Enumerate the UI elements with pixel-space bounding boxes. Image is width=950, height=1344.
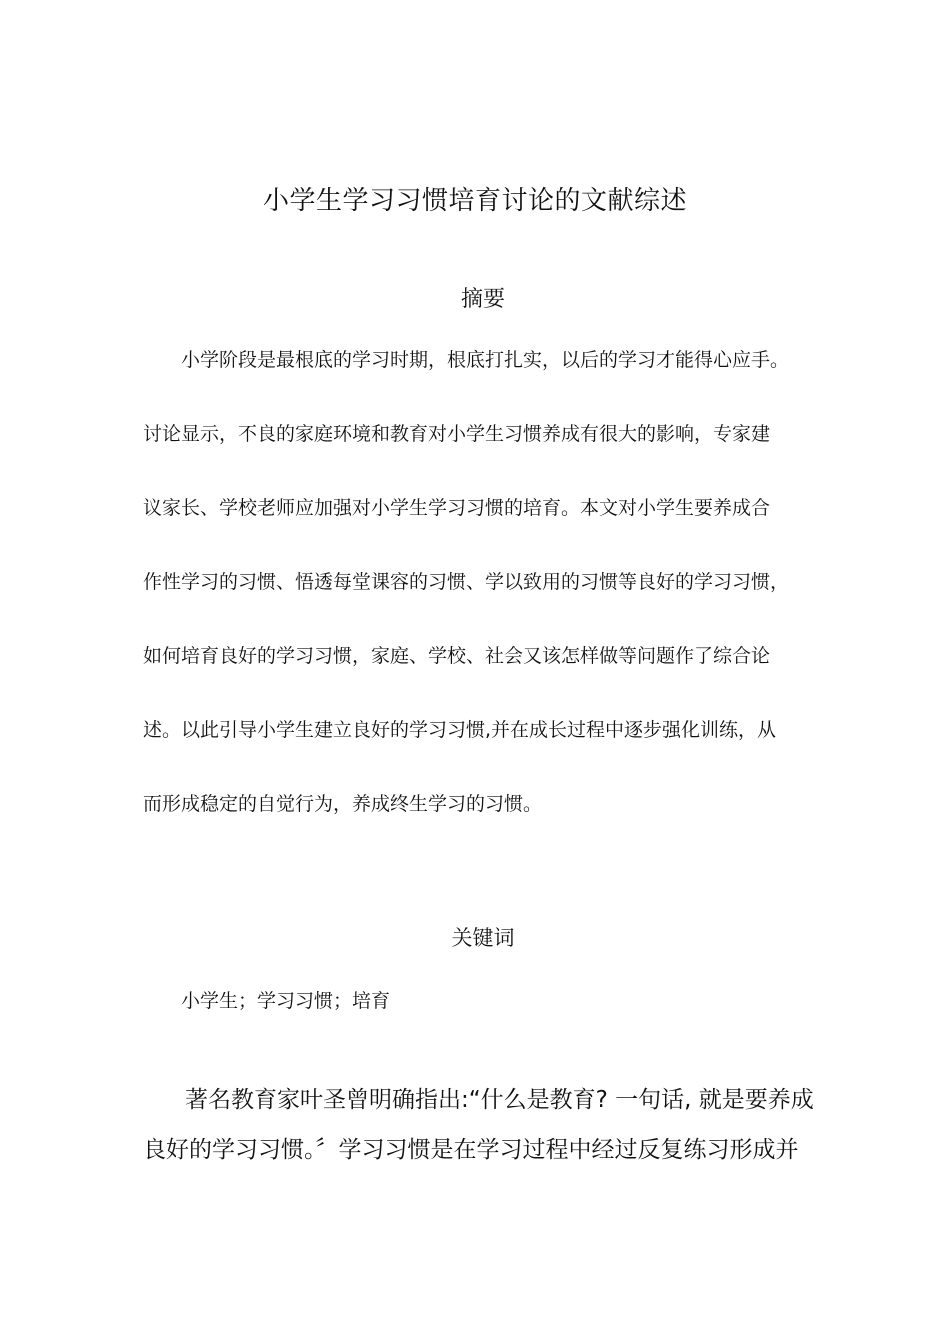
body-paragraph [143, 1083, 813, 1183]
body-line: 著名教育家叶圣曾明确指出:“什么是教育? 一句话, 就是要养成 [185, 1087, 814, 1113]
abstract-heading: 摘要 [460, 287, 505, 312]
keywords-text: 小学生；学习习惯；培育 [181, 990, 391, 1012]
abstract-body [143, 345, 808, 863]
keywords-heading: 关键词 [451, 926, 515, 950]
body-line: 良好的学习习惯。〞学习习惯是在学习过程中经过反复练习形成并 [143, 1137, 799, 1163]
abstract-line: 作性学习的习惯、悟透每堂课容的习惯、学以致用的习惯等良好的学习习惯， [143, 571, 790, 593]
abstract-line: 小学阶段是最根底的学习时期，根底打扎实，以后的学习才能得心应手。 [181, 349, 790, 371]
document-title: 小学生学习习惯培育讨论的文献综述 [262, 186, 687, 216]
abstract-line: 讨论显示，不良的家庭环境和教育对小学生习惯养成有很大的影响，专家建 [143, 423, 771, 445]
abstract-line: 如何培育良好的学习习惯，家庭、学校、社会又该怎样做等问题作了综合论 [143, 645, 771, 667]
abstract-line: 而形成稳定的自觉行为，养成终生学习的习惯。 [143, 793, 543, 815]
abstract-line: 述。以此引导小学生建立良好的学习习惯,并在成长过程中逐步强化训练，从 [143, 719, 777, 741]
abstract-line: 议家长、学校老师应加强对小学生学习习惯的培育。本文对小学生要养成合 [143, 497, 771, 519]
